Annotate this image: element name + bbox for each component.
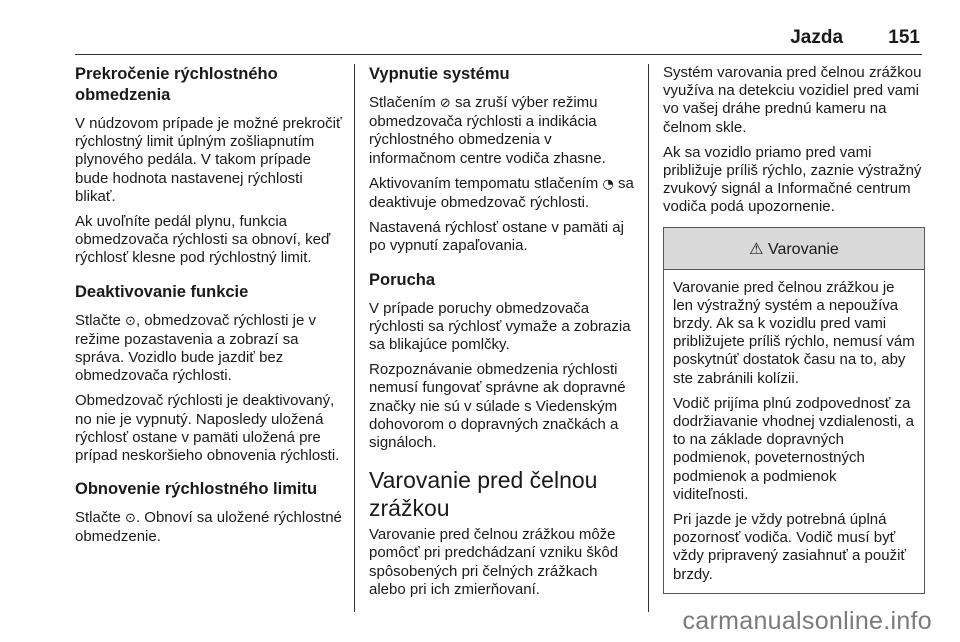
paragraph: [75, 509, 343, 546]
column-left: [75, 64, 343, 554]
paragraph: Nastavená rýchlosť ostane v pamäti aj po vypnutí zapaľovania.: [369, 219, 624, 255]
column-divider: [648, 64, 649, 612]
header-divider: [75, 54, 922, 55]
paragraph: Varovanie pred čelnou zrážkou môže pomôcť pri predchádzaní vzniku škôd spôsobených pri čelných zrážkach alebo pri ich zmierňovaní.: [369, 526, 619, 598]
watermark-text: carmanualsonline.info: [682, 607, 932, 635]
text: Stlačte: [75, 311, 121, 329]
paragraph: Vodič prijíma plnú zodpovednosť za dodržiavanie vhodnej vzdialenosti, a to na základe dopravných podmienok, poveternostných podmienok a podmienok viditeľnosti.: [673, 394, 914, 503]
warning-title: Varovanie: [767, 240, 839, 258]
warning-body: [664, 270, 924, 593]
paragraph: Ak sa vozidlo priamo pred vami približuje príliš rýchlo, zaznie výstražný zvukový signál a Informačné centrum vodiča podá upozornenie.: [663, 143, 922, 216]
heading-fault: Porucha: [369, 270, 436, 289]
text: Stlačením: [369, 94, 436, 111]
limiter-off-icon: ⊘: [439, 96, 451, 111]
paragraph: Obmedzovač rýchlosti je deaktivovaný, no nie je vypnutý. Naposledy uložená rýchlosť ostane v pamäti uložená pre prípad neskoršieho obnovenia rýchlosti.: [75, 392, 340, 465]
text: sa zruší výber režimu obmedzovača rýchlosti a indikácia rýchlostného obmedzenia v informačnom centre vodiča zhasne.: [369, 94, 606, 167]
text: Aktivovaním tempomatu stlačením: [369, 174, 599, 192]
column-divider: [354, 64, 355, 612]
paragraph: Pri jazde je vždy potrebná úplná pozornosť vodiča. Vodič musí byť vždy pripravený zasiahnuť a použiť brzdy.: [673, 511, 907, 583]
heading-switch-off: Vypnutie systému: [369, 65, 510, 83]
cruise-control-icon: ◔: [602, 176, 614, 192]
heading-deactivate: Deaktivovanie funkcie: [75, 282, 249, 301]
text: , obmedzovač rýchlosti je v režime pozastavenia a zobrazí sa správa. Vozidlo bude jazdiť bez obmedzovača rýchlosti.: [75, 311, 317, 385]
paragraph: Rozpoznávanie obmedzenia rýchlosti nemusí fungovať správne ak dopravné značky nie sú v súlade s Viedenským dohovorom o dopravných značkách a signáloch.: [369, 361, 626, 452]
paragraph: Varovanie pred čelnou zrážkou je len výstražný systém a nepoužíva brzdy. Ak sa k vozidlu pred vami približujete príliš rýchlo, nemusí vám poskytnúť dostatok času na to, aby ste zabránili kolízii.: [673, 278, 915, 387]
page-header: [790, 27, 920, 49]
warning-header: [664, 228, 924, 270]
paragraph: [369, 175, 637, 212]
chapter-title: Jazda: [790, 27, 844, 48]
text: Stlačte: [75, 509, 121, 527]
text: . Obnoví sa uložené rýchlostné obmedzenie.: [75, 509, 342, 546]
heading-forward-collision-alert: Varovanie pred čelnou zrážkou: [369, 467, 598, 522]
column-right: [663, 64, 925, 594]
warning-box: [663, 227, 925, 594]
paragraph: V núdzovom prípade je možné prekročiť rýchlostný limit úplným zošliapnutím plynového pedála. V takom prípade bude hodnota nastavenej rýchlosti blikať.: [75, 115, 342, 205]
heading-exceed: Prekročenie rýchlostného obmedzenia: [75, 65, 278, 104]
paragraph: [369, 94, 637, 168]
paragraph: Ak uvoľníte pedál plynu, funkcia obmedzovača rýchlosti sa obnoví, keď rýchlosť klesne pod rýchlostný limit.: [75, 213, 331, 267]
paragraph: Systém varovania pred čelnou zrážkou využíva na detekciu vozidiel pred vami vo vašej dráhe prednú kameru na čelnom skle.: [663, 64, 922, 136]
text: sa deaktivuje obmedzovač rýchlosti.: [369, 174, 634, 212]
page-number: 151: [888, 27, 920, 48]
warning-triangle-icon: ⚠: [749, 240, 764, 258]
column-middle: [369, 64, 637, 606]
heading-resume: Obnovenie rýchlostného limitu: [75, 480, 318, 499]
limiter-button-icon: ⊙: [125, 511, 136, 527]
paragraph: [75, 312, 343, 386]
paragraph: V prípade poruchy obmedzovača rýchlosti sa rýchlosť vymaže a zobrazia sa blikajúce pomlčky.: [369, 299, 631, 354]
limiter-button-icon: ⊙: [125, 313, 136, 329]
